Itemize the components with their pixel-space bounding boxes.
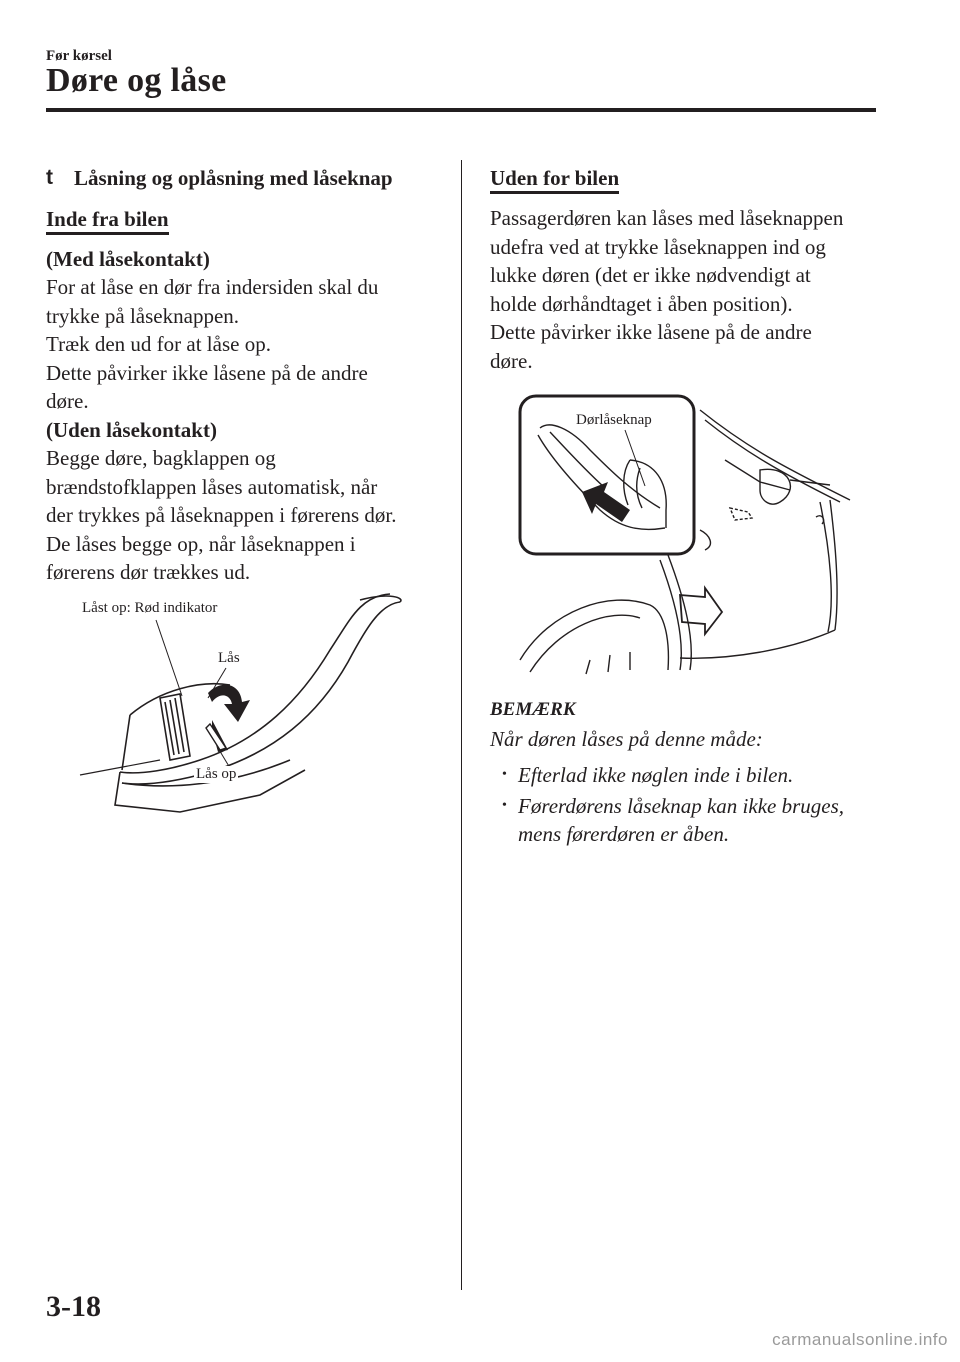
without-switch-title: (Uden låsekontakt) (46, 417, 217, 442)
subheading-inside: Inde fra bilen (46, 206, 169, 235)
with-switch-line-4: Dette påvirker ikke låsene på de andre (46, 360, 368, 385)
section-label: Før kørsel (46, 48, 112, 64)
outside-door-lock-illustration (490, 390, 880, 680)
subheading-outside: Uden for bilen (490, 165, 619, 194)
red-indicator-label: Låst op: Rød indikator (82, 600, 218, 616)
outside-line-2: udefra ved at trykke låseknappen ind og (490, 234, 826, 259)
watermark: carmanualsonline.info (772, 1330, 948, 1349)
heading-marker-icon: t (46, 166, 53, 189)
without-switch-line-1: Begge døre, bagklappen og (46, 446, 276, 470)
car-door-drawing (490, 390, 880, 680)
left-column (46, 164, 446, 587)
with-switch-line-2: trykke på låseknappen. (46, 303, 240, 328)
page-number: 3-18 (46, 1290, 101, 1323)
without-switch-line-2: brændstofklappen låses automatisk, når (46, 474, 378, 499)
title-rule (46, 108, 876, 112)
outside-line-1: Passagerdøren kan låses med låseknappen (490, 206, 844, 230)
section-heading (46, 164, 446, 193)
right-column (490, 164, 880, 375)
outside-line-6: døre. (490, 348, 533, 373)
outside-line-3: lukke døren (det er ikke nødvendigt at (490, 263, 811, 287)
note-title: BEMÆRK (490, 699, 576, 720)
lock-label: Lås (218, 650, 240, 666)
section-heading-text: Låsning og oplåsning med låseknap (74, 166, 393, 190)
with-switch-title: (Med låsekontakt) (46, 246, 210, 271)
page-title: Døre og låse (46, 62, 227, 99)
note-item: • Førerdørens låseknap kan ikke bruges, mens førerdøren er åben. (508, 792, 880, 849)
note-intro: Når døren låses på denne måde: (490, 726, 763, 751)
without-switch-line-5: førerens dør trækkes ud. (46, 560, 251, 584)
column-divider (461, 160, 462, 1290)
door-lock-knob-label: Dørlåseknap (576, 412, 652, 428)
outside-line-5: Dette påvirker ikke låsene på de andre (490, 320, 812, 344)
note-list (490, 761, 880, 849)
without-switch-line-4: De låses begge op, når låseknappen i (46, 531, 356, 556)
unlock-label: Lås op (196, 766, 237, 782)
inside-lock-knob-illustration (60, 590, 420, 820)
outside-line-4: holde dørhåndtaget i åben position). (490, 291, 793, 316)
note-item: • Efterlad ikke nøglen inde i bilen. (508, 761, 880, 790)
with-switch-line-1: For at låse en dør fra indersiden skal du (46, 275, 379, 299)
with-switch-line-3: Træk den ud for at låse op. (46, 332, 271, 356)
note-box (490, 696, 880, 851)
without-switch-line-3: der trykkes på låseknappen i førerens dør. (46, 503, 397, 527)
inside-lock-knob-drawing (60, 590, 420, 820)
with-switch-line-5: døre. (46, 389, 89, 413)
